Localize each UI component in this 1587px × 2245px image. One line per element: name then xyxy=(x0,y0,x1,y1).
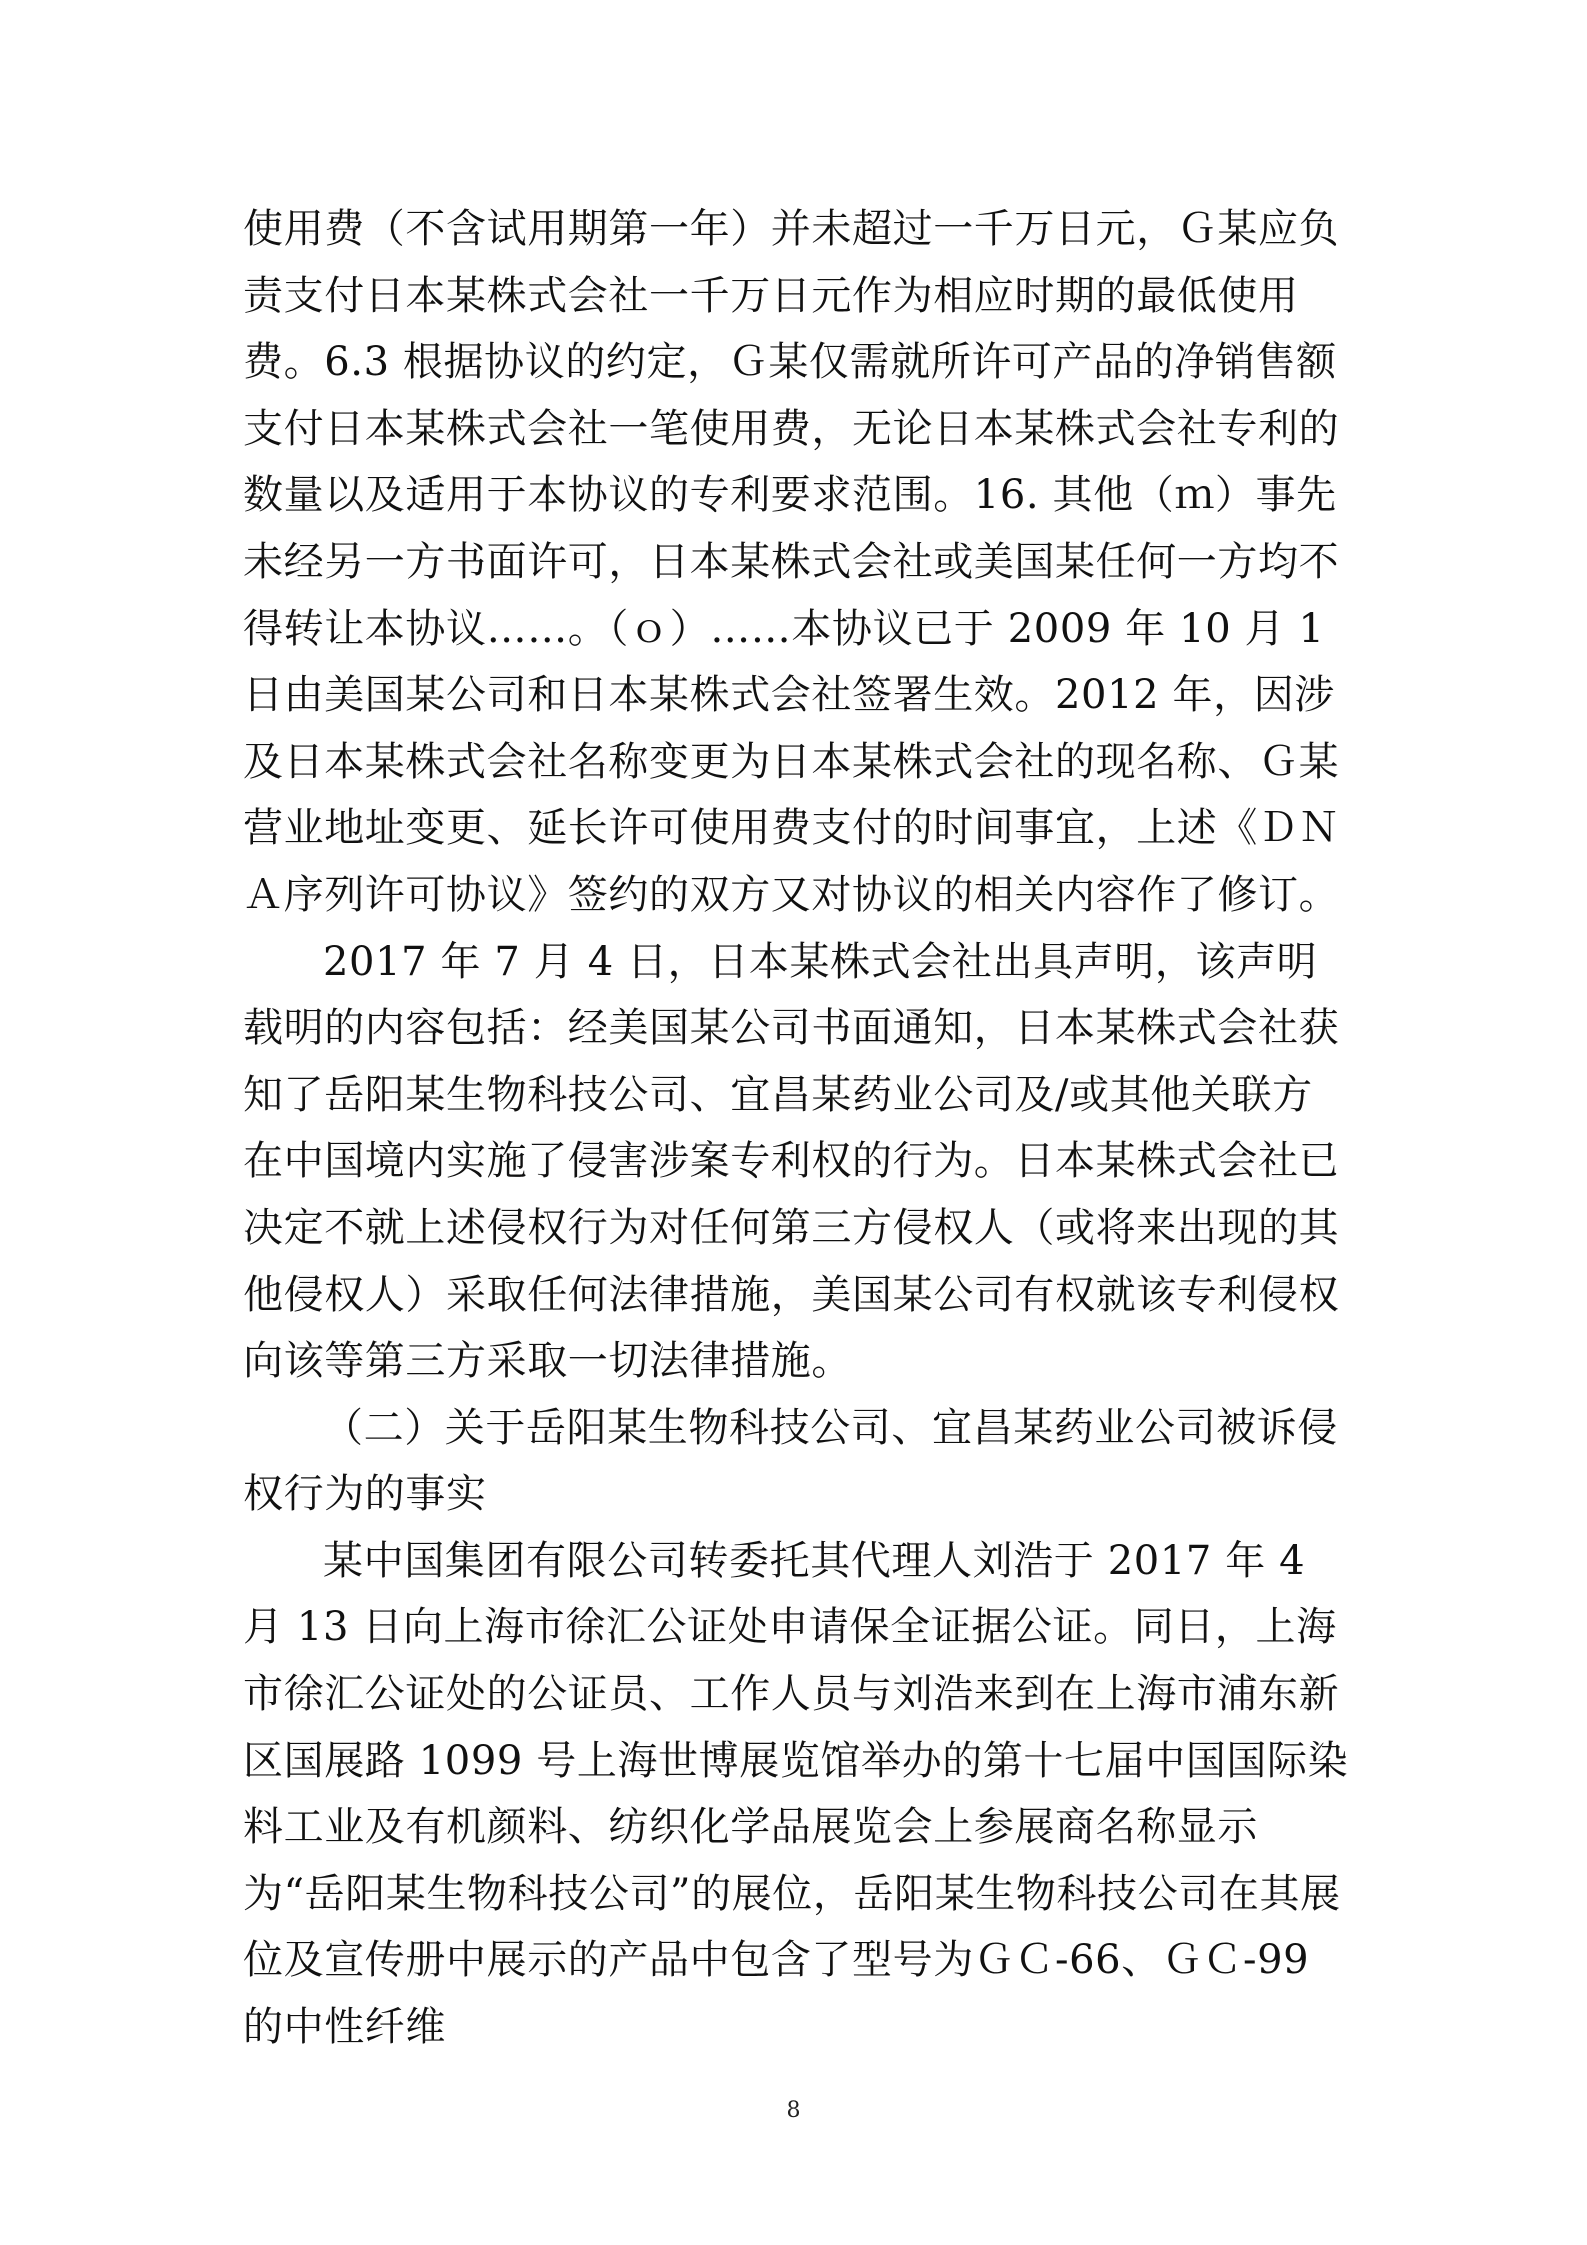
document-body xyxy=(243,196,1351,2061)
paragraph-evidence-notarization: 某中国集团有限公司转委托其代理人刘浩于 2017 年 4 月 13 日向上海市徐汇公证处申请保全证据公证。同日，上海市徐汇公证处的公证员、工作人员与刘浩来到在上海市浦东新区国展路 1099 号上海世博展览馆举办的第十七届中国国际染料工业及有机颜料、纺织化学品展览会上参展商名称显示为“岳阳某生物科技公司”的展位，岳阳某生物科技公司在其展位及宣传册中展示的产品中包含了型号为ＧＣ-66、ＧＣ-99 的中性纤维 xyxy=(243,1537,1349,2051)
paragraph-license-terms: 使用费（不含试用期第一年）并未超过一千万日元，Ｇ某应负责支付日本某株式会社一千万日元作为相应时期的最低使用费。6.3 根据协议的约定，Ｇ某仅需就所许可产品的净销售额支付日本某株式会社一笔使用费，无论日本某株式会社专利的数量以及适用于本协议的专利要求范围。16. 其他（ｍ）事先未经另一方书面许可，日本某株式会社或美国某任何一方均不得转让本协议……。（ｏ）……本协议已于 2009 年 10 月 1 日由美国某公司和日本某株式会社签署生效。2012 年，因涉及日本某株式会社名称变更为日本某株式会社的现名称、Ｇ某营业地址变更、延长许可使用费支付的时间事宜，上述《ＤＮＡ序列许可协议》签约的双方又对协议的相关内容作了修订。 xyxy=(243,206,1340,918)
paragraph-declaration: 2017 年 7 月 4 日，日本某株式会社出具声明，该声明载明的内容包括：经美国某公司书面通知，日本某株式会社获知了岳阳某生物科技公司、宜昌某药业公司及/或其他关联方在中国境内实施了侵害涉案专利权的行为。日本某株式会社已决定不就上述侵权行为对任何第三方侵权人（或将来出现的其他侵权人）采取任何法律措施，美国某公司有权就该专利侵权向该等第三方采取一切法律措施。 xyxy=(243,938,1340,1385)
section-heading: （二）关于岳阳某生物科技公司、宜昌某药业公司被诉侵权行为的事实 xyxy=(243,1404,1338,1518)
page-number: 8 xyxy=(786,2098,801,2123)
